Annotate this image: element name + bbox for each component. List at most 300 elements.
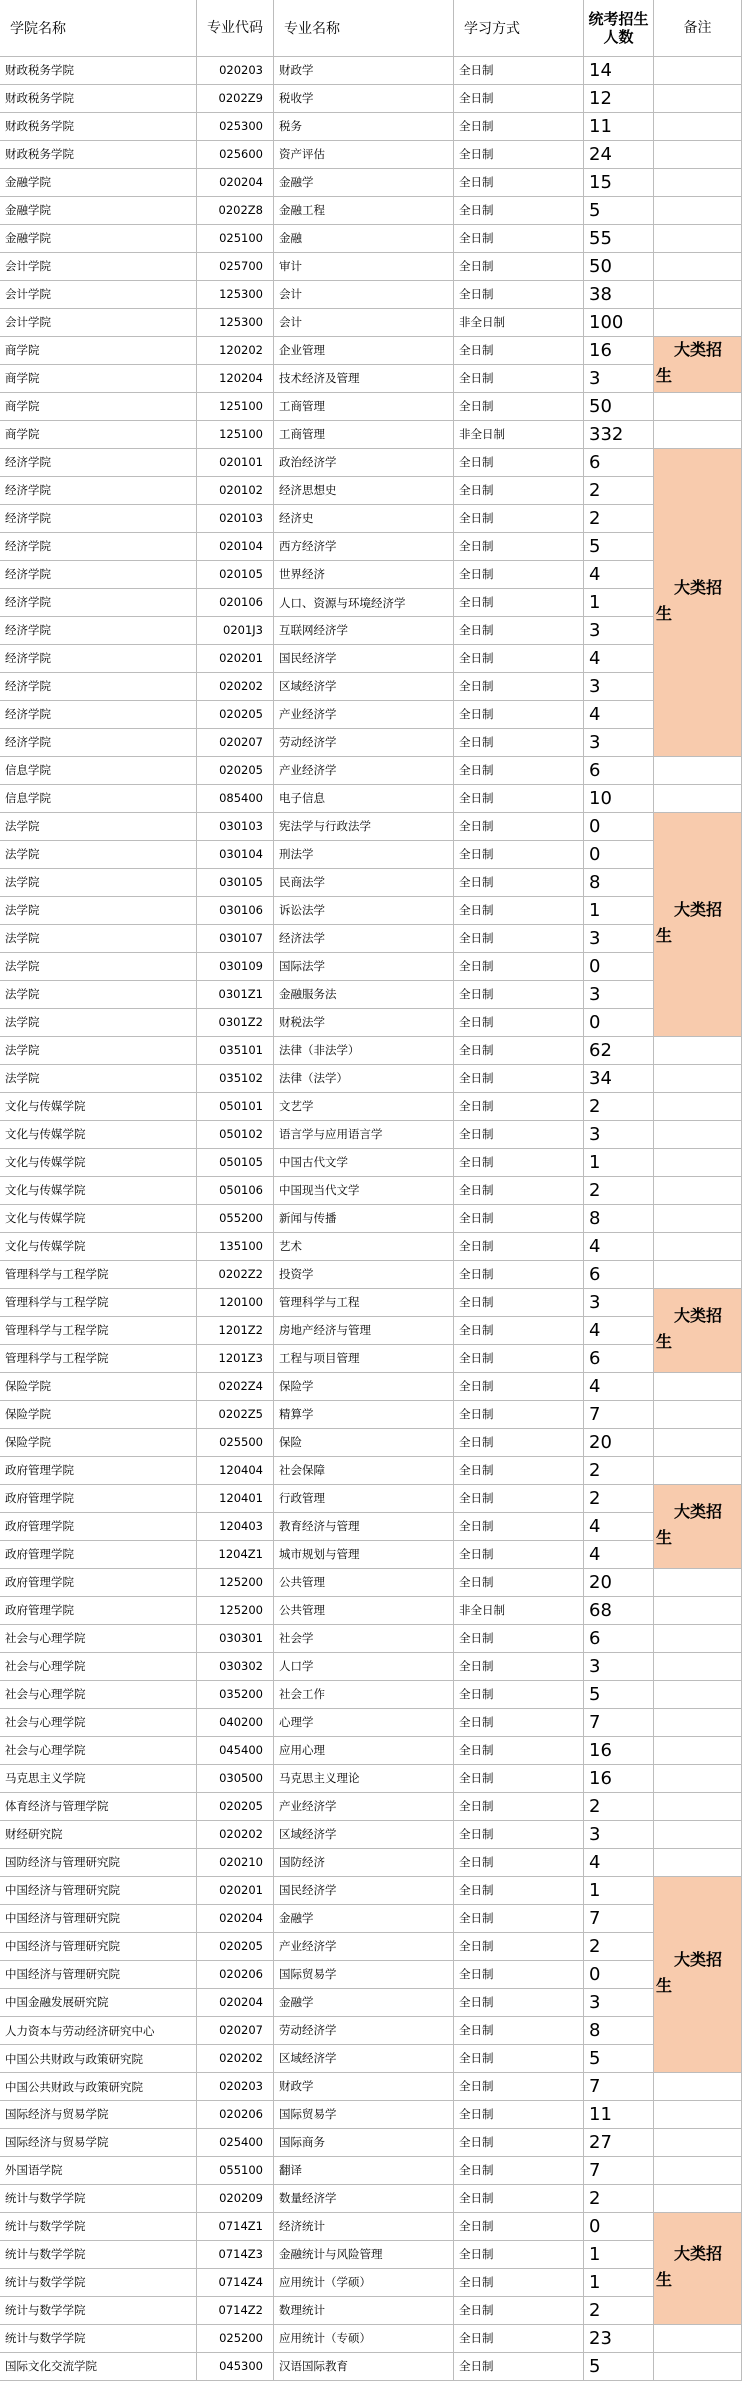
college-cell: 中国金融发展研究院 [0,1989,197,2017]
college-cell: 国际经济与贸易学院 [0,2101,197,2129]
count-cell: 15 [584,169,654,197]
college-cell: 法学院 [0,953,197,981]
college-cell: 文化与传媒学院 [0,1093,197,1121]
count-cell: 1 [584,1877,654,1905]
note-cell-empty [654,2353,742,2381]
count-cell: 7 [584,1905,654,1933]
major-cell: 应用统计（专硕） [274,2325,454,2353]
code-cell: 050101 [197,1093,274,1121]
note-cell-empty [654,281,742,309]
note-label: 大类招 [674,1306,723,1325]
major-cell: 工商管理 [274,393,454,421]
major-cell: 数量经济学 [274,2185,454,2213]
note-merged-cell [654,1485,742,1569]
count-cell: 6 [584,1345,654,1373]
count-cell: 16 [584,1737,654,1765]
code-cell: 020104 [197,533,274,561]
college-cell: 文化与传媒学院 [0,1121,197,1149]
count-cell: 2 [584,1093,654,1121]
note-cell-empty [654,57,742,85]
mode-cell: 全日制 [454,1121,584,1149]
count-cell: 2 [584,1933,654,1961]
college-cell: 法学院 [0,1009,197,1037]
code-cell: 020201 [197,645,274,673]
count-cell: 2 [584,1457,654,1485]
college-cell: 中国经济与管理研究院 [0,1905,197,1933]
college-cell: 政府管理学院 [0,1457,197,1485]
note-cell-empty [654,1849,742,1877]
code-cell: 1201Z3 [197,1345,274,1373]
mode-cell: 全日制 [454,1373,584,1401]
note-cell-empty [654,1681,742,1709]
code-cell: 020206 [197,1961,274,1989]
college-cell: 中国经济与管理研究院 [0,1877,197,1905]
college-cell: 法学院 [0,869,197,897]
header-note: 备注 [654,0,742,57]
mode-cell: 全日制 [454,533,584,561]
college-cell: 信息学院 [0,757,197,785]
college-cell: 会计学院 [0,253,197,281]
college-cell: 统计与数学学院 [0,2241,197,2269]
major-cell: 精算学 [274,1401,454,1429]
mode-cell: 全日制 [454,225,584,253]
count-cell: 23 [584,2325,654,2353]
note-label-tail: 生 [656,926,673,945]
college-cell: 商学院 [0,365,197,393]
note-merged-cell [654,1289,742,1373]
mode-cell: 全日制 [454,757,584,785]
major-cell: 社会保障 [274,1457,454,1485]
count-cell: 4 [584,1541,654,1569]
mode-cell: 全日制 [454,2241,584,2269]
code-cell: 020206 [197,2101,274,2129]
mode-cell: 全日制 [454,2073,584,2101]
code-cell: 020202 [197,1821,274,1849]
code-cell: 0202Z4 [197,1373,274,1401]
mode-cell: 全日制 [454,113,584,141]
major-cell: 教育经济与管理 [274,1513,454,1541]
major-cell: 产业经济学 [274,701,454,729]
count-cell: 6 [584,449,654,477]
code-cell: 0301Z1 [197,981,274,1009]
note-cell-empty [654,1149,742,1177]
major-cell: 刑法学 [274,841,454,869]
code-cell: 055100 [197,2157,274,2185]
major-cell: 管理科学与工程 [274,1289,454,1317]
college-cell: 社会与心理学院 [0,1737,197,1765]
code-cell: 030103 [197,813,274,841]
major-cell: 数理统计 [274,2297,454,2325]
code-cell: 0714Z3 [197,2241,274,2269]
college-cell: 中国公共财政与政策研究院 [0,2073,197,2101]
college-cell: 文化与传媒学院 [0,1233,197,1261]
count-cell: 1 [584,1149,654,1177]
code-cell: 020207 [197,729,274,757]
major-cell: 文艺学 [274,1093,454,1121]
header-count: 统考招生人数 [584,0,654,57]
note-label: 大类招 [674,900,723,919]
count-cell: 7 [584,1709,654,1737]
mode-cell: 全日制 [454,505,584,533]
code-cell: 0301Z2 [197,1009,274,1037]
major-cell: 房地产经济与管理 [274,1317,454,1345]
college-cell: 统计与数学学院 [0,2213,197,2241]
count-cell: 0 [584,841,654,869]
note-label-tail: 生 [656,1528,673,1547]
major-cell: 民商法学 [274,869,454,897]
count-cell: 2 [584,1485,654,1513]
count-cell: 2 [584,477,654,505]
college-cell: 经济学院 [0,701,197,729]
college-cell: 统计与数学学院 [0,2325,197,2353]
count-cell: 2 [584,1177,654,1205]
code-cell: 125300 [197,309,274,337]
note-cell-empty [654,309,742,337]
college-cell: 金融学院 [0,169,197,197]
college-cell: 人力资本与劳动经济研究中心 [0,2017,197,2045]
major-cell: 人口、资源与环境经济学 [274,589,454,617]
mode-cell: 全日制 [454,1093,584,1121]
mode-cell: 全日制 [454,1737,584,1765]
major-cell: 保险学 [274,1373,454,1401]
note-cell-empty [654,1625,742,1653]
major-cell: 中国古代文学 [274,1149,454,1177]
major-cell: 金融学 [274,1989,454,2017]
code-cell: 050102 [197,1121,274,1149]
mode-cell: 全日制 [454,57,584,85]
count-cell: 0 [584,953,654,981]
mode-cell: 全日制 [454,701,584,729]
major-cell: 区域经济学 [274,2045,454,2073]
major-cell: 国际法学 [274,953,454,981]
college-cell: 管理科学与工程学院 [0,1289,197,1317]
mode-cell: 全日制 [454,1849,584,1877]
major-cell: 人口学 [274,1653,454,1681]
code-cell: 020205 [197,757,274,785]
college-cell: 金融学院 [0,225,197,253]
note-cell-empty [654,169,742,197]
code-cell: 125200 [197,1597,274,1625]
mode-cell: 全日制 [454,281,584,309]
mode-cell: 全日制 [454,2101,584,2129]
count-cell: 1 [584,2269,654,2297]
mode-cell: 全日制 [454,1457,584,1485]
note-cell-empty [654,2157,742,2185]
count-cell: 0 [584,1009,654,1037]
count-cell: 3 [584,673,654,701]
code-cell: 120100 [197,1289,274,1317]
code-cell: 120403 [197,1513,274,1541]
major-cell: 公共管理 [274,1569,454,1597]
college-cell: 马克思主义学院 [0,1765,197,1793]
major-cell: 宪法学与行政法学 [274,813,454,841]
code-cell: 030107 [197,925,274,953]
major-cell: 西方经济学 [274,533,454,561]
mode-cell: 全日制 [454,2213,584,2241]
code-cell: 030106 [197,897,274,925]
note-cell-empty [654,1401,742,1429]
major-cell: 中国现当代文学 [274,1177,454,1205]
count-cell: 11 [584,2101,654,2129]
mode-cell: 全日制 [454,1793,584,1821]
count-cell: 5 [584,533,654,561]
code-cell: 020102 [197,477,274,505]
code-cell: 025300 [197,113,274,141]
mode-cell: 全日制 [454,645,584,673]
code-cell: 020204 [197,1905,274,1933]
note-cell-empty [654,1177,742,1205]
college-cell: 政府管理学院 [0,1513,197,1541]
college-cell: 信息学院 [0,785,197,813]
major-cell: 区域经济学 [274,1821,454,1849]
note-cell-empty [654,2073,742,2101]
major-cell: 国际商务 [274,2129,454,2157]
mode-cell: 全日制 [454,477,584,505]
mode-cell: 全日制 [454,673,584,701]
count-cell: 2 [584,2185,654,2213]
mode-cell: 全日制 [454,869,584,897]
mode-cell: 全日制 [454,1877,584,1905]
code-cell: 120202 [197,337,274,365]
mode-cell: 全日制 [454,617,584,645]
count-cell: 2 [584,1793,654,1821]
college-cell: 保险学院 [0,1429,197,1457]
count-cell: 11 [584,113,654,141]
mode-cell: 全日制 [454,589,584,617]
major-cell: 应用统计（学硕） [274,2269,454,2297]
mode-cell: 全日制 [454,981,584,1009]
college-cell: 外国语学院 [0,2157,197,2185]
college-cell: 统计与数学学院 [0,2297,197,2325]
code-cell: 020205 [197,1793,274,1821]
count-cell: 6 [584,757,654,785]
college-cell: 金融学院 [0,197,197,225]
code-cell: 0202Z2 [197,1261,274,1289]
note-merged-cell [654,813,742,1037]
count-cell: 50 [584,253,654,281]
count-cell: 0 [584,813,654,841]
note-cell-empty [654,1653,742,1681]
mode-cell: 全日制 [454,1625,584,1653]
college-cell: 社会与心理学院 [0,1709,197,1737]
mode-cell: 全日制 [454,1009,584,1037]
major-cell: 劳动经济学 [274,729,454,757]
mode-cell: 全日制 [454,1289,584,1317]
note-label: 大类招 [674,2244,723,2263]
mode-cell: 全日制 [454,1345,584,1373]
major-cell: 金融工程 [274,197,454,225]
note-cell-empty [654,757,742,785]
college-cell: 财政税务学院 [0,85,197,113]
code-cell: 025400 [197,2129,274,2157]
note-label-tail: 生 [656,1332,673,1351]
code-cell: 020203 [197,2073,274,2101]
count-cell: 12 [584,85,654,113]
mode-cell: 全日制 [454,1205,584,1233]
major-cell: 工商管理 [274,421,454,449]
college-cell: 法学院 [0,841,197,869]
major-cell: 社会学 [274,1625,454,1653]
college-cell: 管理科学与工程学院 [0,1317,197,1345]
header-code: 专业代码 [197,0,274,57]
note-cell-empty [654,1121,742,1149]
count-cell: 55 [584,225,654,253]
code-cell: 0714Z2 [197,2297,274,2325]
major-cell: 世界经济 [274,561,454,589]
mode-cell: 全日制 [454,253,584,281]
mode-cell: 全日制 [454,1821,584,1849]
major-cell: 金融学 [274,169,454,197]
major-cell: 会计 [274,309,454,337]
count-cell: 24 [584,141,654,169]
college-cell: 统计与数学学院 [0,2269,197,2297]
note-cell-empty [654,2129,742,2157]
code-cell: 020106 [197,589,274,617]
code-cell: 020105 [197,561,274,589]
major-cell: 税务 [274,113,454,141]
college-cell: 经济学院 [0,533,197,561]
code-cell: 020201 [197,1877,274,1905]
count-cell: 3 [584,1989,654,2017]
mode-cell: 全日制 [454,1233,584,1261]
mode-cell: 全日制 [454,197,584,225]
major-cell: 心理学 [274,1709,454,1737]
count-cell: 1 [584,2241,654,2269]
note-cell-empty [654,421,742,449]
mode-cell: 全日制 [454,2017,584,2045]
count-cell: 20 [584,1429,654,1457]
major-cell: 工程与项目管理 [274,1345,454,1373]
code-cell: 085400 [197,785,274,813]
major-cell: 政治经济学 [274,449,454,477]
header-college: 学院名称 [0,0,197,57]
major-cell: 应用心理 [274,1737,454,1765]
code-cell: 020103 [197,505,274,533]
code-cell: 1201Z2 [197,1317,274,1345]
college-cell: 商学院 [0,421,197,449]
note-cell-empty [654,225,742,253]
code-cell: 030104 [197,841,274,869]
note-label: 大类招 [674,1502,723,1521]
count-cell: 3 [584,729,654,757]
major-cell: 金融学 [274,1905,454,1933]
major-cell: 经济史 [274,505,454,533]
mode-cell: 全日制 [454,85,584,113]
code-cell: 025600 [197,141,274,169]
mode-cell: 全日制 [454,2185,584,2213]
major-cell: 国民经济学 [274,1877,454,1905]
code-cell: 0714Z4 [197,2269,274,2297]
count-cell: 3 [584,1653,654,1681]
major-cell: 税收学 [274,85,454,113]
major-cell: 马克思主义理论 [274,1765,454,1793]
mode-cell: 全日制 [454,393,584,421]
mode-cell: 全日制 [454,841,584,869]
count-cell: 5 [584,2045,654,2073]
major-cell: 国际贸易学 [274,2101,454,2129]
code-cell: 045400 [197,1737,274,1765]
major-cell: 法律（非法学） [274,1037,454,1065]
college-cell: 经济学院 [0,617,197,645]
college-cell: 政府管理学院 [0,1541,197,1569]
code-cell: 0202Z8 [197,197,274,225]
major-cell: 劳动经济学 [274,2017,454,2045]
college-cell: 保险学院 [0,1401,197,1429]
count-cell: 7 [584,2157,654,2185]
major-cell: 经济统计 [274,2213,454,2241]
count-cell: 50 [584,393,654,421]
count-cell: 4 [584,645,654,673]
count-cell: 0 [584,1961,654,1989]
major-cell: 城市规划与管理 [274,1541,454,1569]
count-cell: 8 [584,1205,654,1233]
college-cell: 经济学院 [0,449,197,477]
count-cell: 62 [584,1037,654,1065]
major-cell: 汉语国际教育 [274,2353,454,2381]
note-cell-empty [654,2185,742,2213]
college-cell: 国际经济与贸易学院 [0,2129,197,2157]
college-cell: 会计学院 [0,281,197,309]
code-cell: 020202 [197,2045,274,2073]
count-cell: 16 [584,337,654,365]
code-cell: 120404 [197,1457,274,1485]
note-cell-empty [654,785,742,813]
college-cell: 法学院 [0,981,197,1009]
college-cell: 国防经济与管理研究院 [0,1849,197,1877]
mode-cell: 全日制 [454,1961,584,1989]
code-cell: 020203 [197,57,274,85]
code-cell: 020205 [197,1933,274,1961]
mode-cell: 全日制 [454,561,584,589]
code-cell: 120204 [197,365,274,393]
mode-cell: 全日制 [454,2157,584,2185]
major-cell: 会计 [274,281,454,309]
code-cell: 125100 [197,421,274,449]
note-cell-empty [654,1233,742,1261]
code-cell: 020101 [197,449,274,477]
major-cell: 审计 [274,253,454,281]
code-cell: 025700 [197,253,274,281]
major-cell: 国防经济 [274,1849,454,1877]
count-cell: 3 [584,1821,654,1849]
mode-cell: 全日制 [454,169,584,197]
major-cell: 诉讼法学 [274,897,454,925]
count-cell: 2 [584,505,654,533]
major-cell: 金融 [274,225,454,253]
major-cell: 翻译 [274,2157,454,2185]
note-cell-empty [654,197,742,225]
mode-cell: 全日制 [454,1485,584,1513]
mode-cell: 全日制 [454,1429,584,1457]
note-merged-cell [654,449,742,757]
major-cell: 财政学 [274,57,454,85]
count-cell: 3 [584,981,654,1009]
count-cell: 0 [584,2213,654,2241]
code-cell: 1204Z1 [197,1541,274,1569]
code-cell: 020207 [197,2017,274,2045]
mode-cell: 全日制 [454,2297,584,2325]
college-cell: 中国公共财政与政策研究院 [0,2045,197,2073]
major-cell: 艺术 [274,1233,454,1261]
mode-cell: 全日制 [454,1681,584,1709]
major-cell: 金融统计与风险管理 [274,2241,454,2269]
code-cell: 125200 [197,1569,274,1597]
major-cell: 经济思想史 [274,477,454,505]
college-cell: 政府管理学院 [0,1569,197,1597]
college-cell: 经济学院 [0,645,197,673]
code-cell: 135100 [197,1233,274,1261]
note-cell-empty [654,1093,742,1121]
